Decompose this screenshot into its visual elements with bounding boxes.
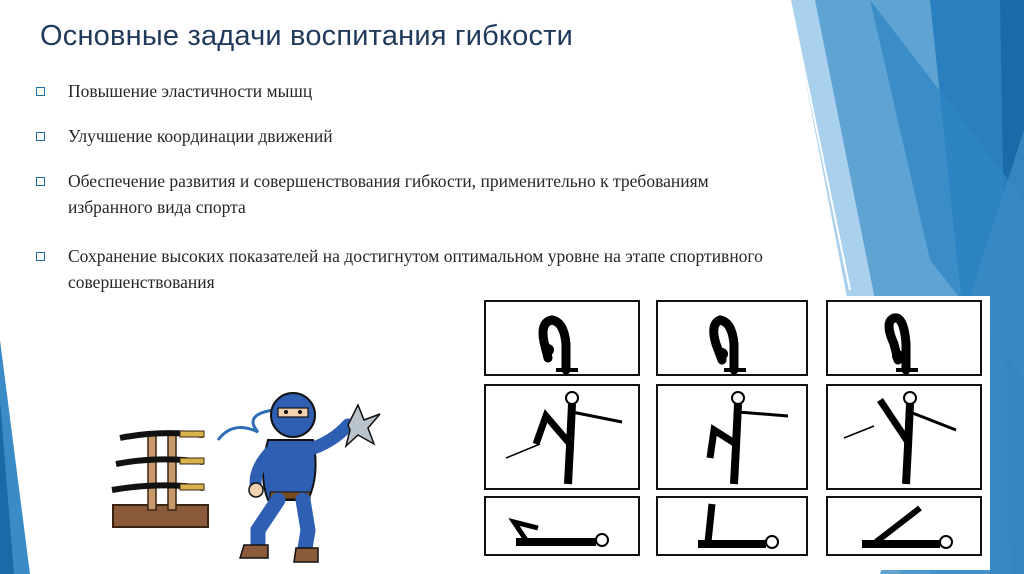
exercise-panel <box>484 300 640 376</box>
exercise-panel <box>656 384 808 490</box>
bullet-text: Обеспечение развития и совершенствования гибкости, применительно к требованиям избранного вида спорта <box>68 171 709 217</box>
bullet-text: Улучшение координации движений <box>68 126 333 146</box>
exercise-figures-grid <box>480 296 990 570</box>
bullet-item <box>36 123 786 149</box>
ninja-clipart-illustration <box>108 380 398 565</box>
bullet-text: Повышение эластичности мышц <box>68 81 313 101</box>
exercise-panel <box>484 384 640 490</box>
checkbox-bullet-icon <box>36 177 45 186</box>
checkbox-bullet-icon <box>36 252 45 261</box>
bullet-item <box>36 243 786 295</box>
exercise-panel <box>826 496 982 556</box>
slide-title: Основные задачи воспитания гибкости <box>40 20 574 52</box>
exercise-panel <box>656 496 808 556</box>
bullet-item <box>36 78 786 104</box>
bullet-text: Сохранение высоких показателей на достигнутом оптимальном уровне на этапе спортивного совершенствования <box>68 246 763 292</box>
exercise-panel <box>826 300 982 376</box>
exercise-panel <box>656 300 808 376</box>
bullet-item <box>36 168 786 220</box>
exercise-panel <box>484 496 640 556</box>
checkbox-bullet-icon <box>36 132 45 141</box>
bullet-list <box>36 78 786 295</box>
checkbox-bullet-icon <box>36 87 45 96</box>
exercise-panel <box>826 384 982 490</box>
